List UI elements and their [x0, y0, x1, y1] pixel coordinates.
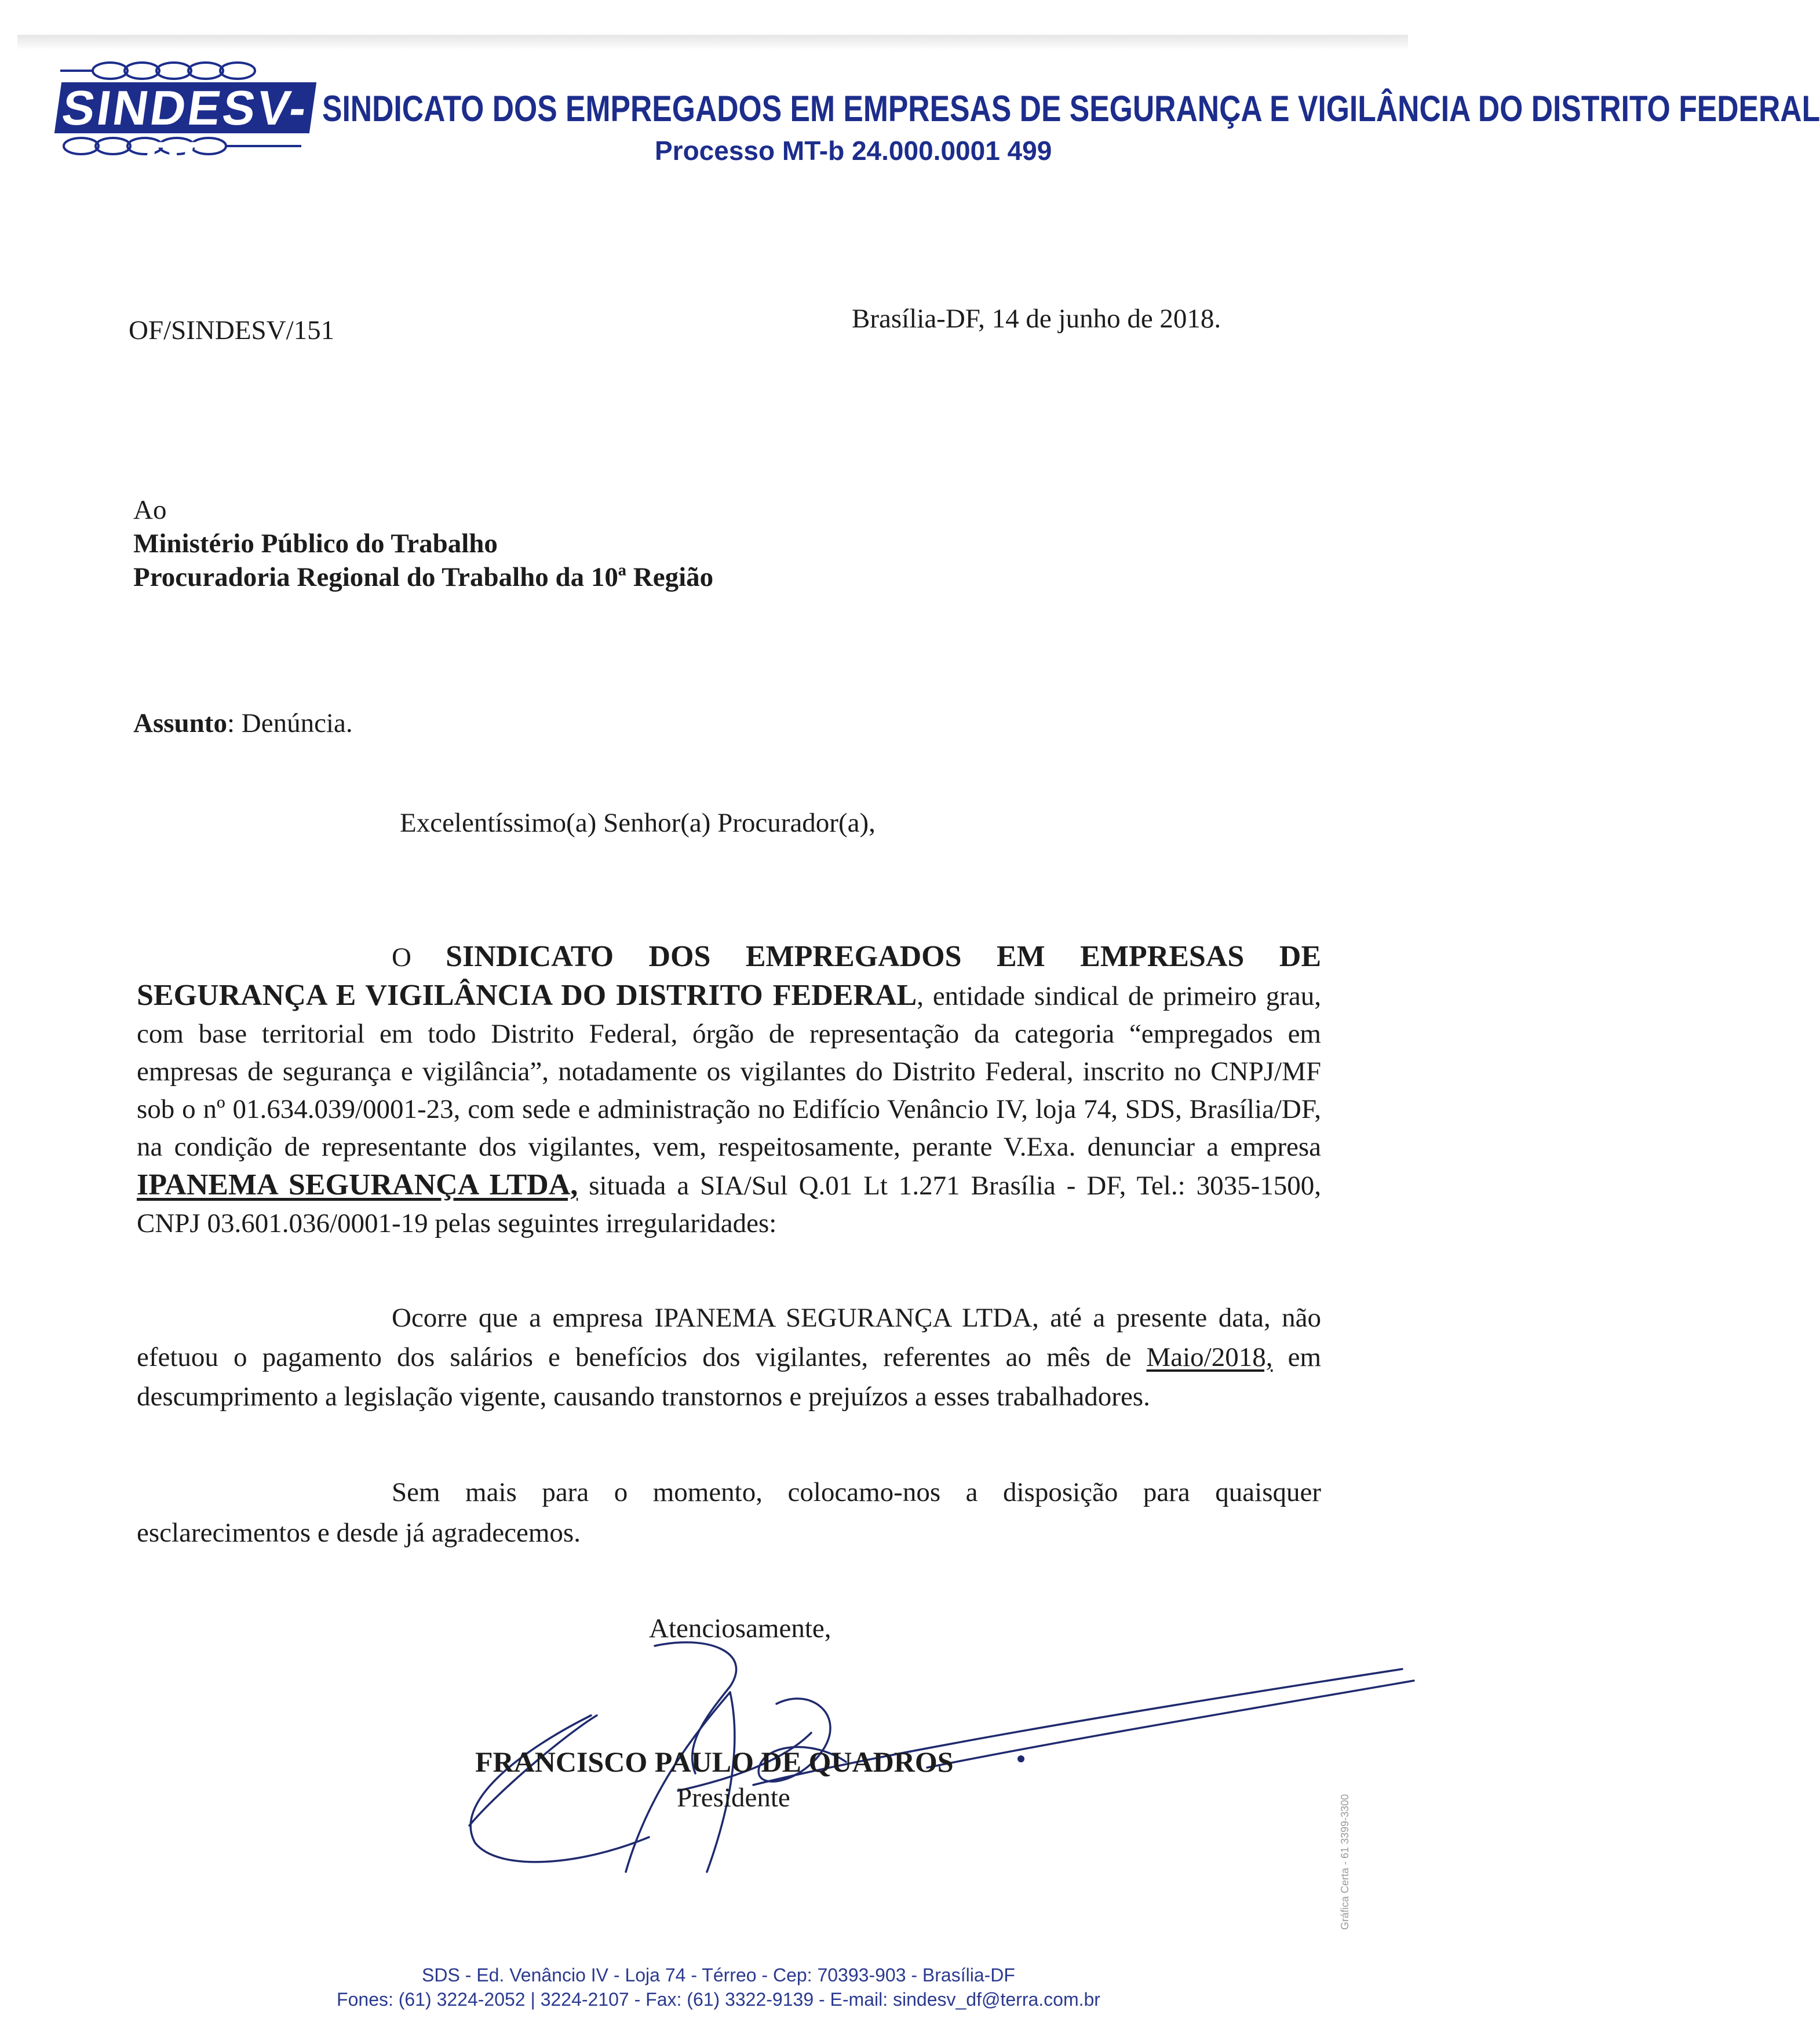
document-reference: OF/SINDESV/151 [129, 315, 335, 345]
signer-role: Presidente [677, 1783, 790, 1813]
body-paragraph-1 [137, 938, 1321, 1243]
print-credit: Gráfica Certa - 61 3399-3300 [1339, 1794, 1351, 1930]
subject-value: : Denúncia. [227, 708, 353, 738]
recipient-prefix: Ao [133, 495, 167, 525]
subject-line [133, 706, 353, 741]
place-date: Brasília-DF, 14 de junho de 2018. [852, 304, 1221, 334]
company-name: IPANEMA SEGURANÇA LTDA, [137, 1168, 578, 1201]
footer-contacts: Fones: (61) 3224-2052 | 3224-2107 - Fax: (61) 3322-9139 - E-mail: sindesv_df@terra.com.br [337, 1989, 1100, 2010]
recipient-line-2: Procuradoria Regional do Trabalho da 10ª Região [133, 562, 714, 592]
body-paragraph-2 [137, 1298, 1321, 1416]
signer-name: FRANCISCO PAULO DE QUADROS [475, 1746, 954, 1778]
recipient-line-1: Ministério Público do Trabalho [133, 529, 498, 559]
paragraph-2-text-a: Ocorre que a empresa IPANEMA SEGURANÇA LTDA, até a presente data, não efetuou o pagamento dos salários e benefícios dos vigilantes, referentes ao mês de [137, 1303, 1321, 1372]
salutation: Excelentíssimo(a) Senhor(a) Procurador(a), [400, 808, 876, 838]
paragraph-3-text: Sem mais para o momento, colocamo-nos a disposição para quaisquer esclarecimentos e desde já agradecemos. [137, 1477, 1321, 1548]
paragraph-1-text-a: , entidade sindical de primeiro grau, com base territorial em todo Distrito Federal, órgão de representação da categoria “empregados em empresas de segurança e vigilância”, notadamente os vigilantes do Distrito Federal, inscrito no CNPJ/MF sob o nº 01.634.039/0001-23, com sede e administração no Edifício Venâncio IV, loja 74, SDS, Brasília/DF, na condição de representante dos vigilantes, vem, respeitosamente, perante V.Exa. denunciar a empresa [137, 981, 1321, 1162]
process-number: Processo MT-b 24.000.0001 499 [655, 136, 1052, 166]
subject-label: Assunto [133, 708, 227, 738]
reference-month: Maio/2018, [1146, 1342, 1273, 1372]
organization-name: SINDICATO DOS EMPREGADOS EM EMPRESAS DE SEGURANÇA E VIGILÂNCIA DO DISTRITO FEDERAL [322, 89, 1820, 129]
closing-text: Atenciosamente, [649, 1613, 831, 1644]
logo-wordmark: SINDESV-DF [54, 82, 316, 133]
paragraph-lead: O [392, 942, 411, 972]
paragraph-2-text-b: em descumprimento a legislação vigente, causando transtornos e prejuízos a esses trabalhadores. [137, 1342, 1322, 1412]
footer-address: SDS - Ed. Venâncio IV - Loja 74 - Térreo - Cep: 70393-903 - Brasília-DF [422, 1965, 1015, 1985]
paragraph-1-text-b: situada a SIA/Sul Q.01 Lt 1.271 Brasília - DF, Tel.: 3035-1500, CNPJ 03.601.036/0001-19 pelas seguintes irregularidades: [137, 1171, 1322, 1238]
body-paragraph-3 [137, 1472, 1321, 1553]
sindesv-logo [58, 58, 313, 186]
union-name: SINDICATO DOS EMPREGADOS EM EMPRESAS DE SEGURANÇA E VIGILÂNCIA DO DISTRITO FEDERAL [137, 940, 1321, 1012]
scan-edge-shadow [17, 35, 1408, 50]
